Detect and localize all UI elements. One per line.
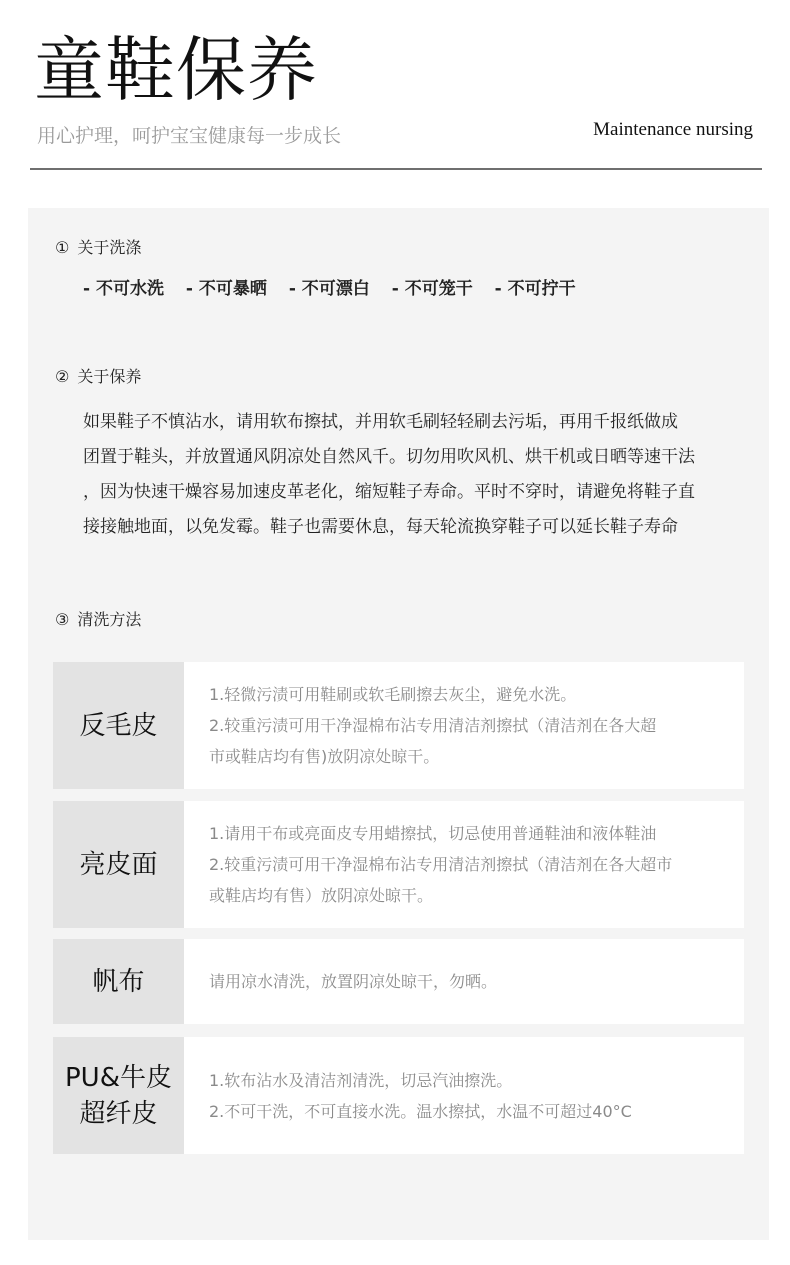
wash-rule: - 不可水洗 bbox=[83, 279, 164, 299]
material-label bbox=[53, 1037, 184, 1154]
section-title: 关于洗涤 bbox=[77, 238, 142, 257]
section-care-heading bbox=[55, 366, 141, 388]
section-wash-heading bbox=[55, 237, 141, 259]
method-card-patent-leather bbox=[53, 801, 744, 928]
section-title: 关于保养 bbox=[77, 367, 142, 386]
wash-rule: - 不可漂白 bbox=[288, 279, 370, 299]
section-title: 清洗方法 bbox=[77, 610, 142, 629]
page-subtitle: 用心护理，呵护宝宝健康每一步成长 bbox=[37, 125, 342, 147]
material-label: 帆布 bbox=[53, 939, 184, 1024]
material-label-line: 超纤皮 bbox=[79, 1098, 158, 1129]
wash-rules bbox=[83, 277, 592, 301]
wash-rule: - 不可笼干 bbox=[391, 279, 473, 299]
wash-rule: - 不可拧干 bbox=[494, 279, 576, 299]
method-line: 或鞋店均有售）放阴凉处晾干。 bbox=[209, 886, 434, 905]
method-line: 1.轻微污渍可用鞋刷或软毛刷擦去灰尘，避免水洗。 bbox=[209, 685, 577, 704]
section-number: ③ bbox=[55, 610, 70, 629]
section-number: ② bbox=[55, 367, 70, 386]
page-subtitle-en: Maintenance nursing bbox=[593, 119, 753, 140]
method-line: 2.较重污渍可用干净湿棉布沾专用清洁剂擦拭（清洁剂在各大超市 bbox=[209, 855, 673, 874]
material-label: 亮皮面 bbox=[53, 801, 184, 928]
method-line: 市或鞋店均有售)放阴凉处晾干。 bbox=[209, 747, 440, 766]
care-paragraph bbox=[83, 405, 743, 545]
header-divider bbox=[30, 168, 762, 170]
method-line: 2.不可干洗，不可直接水洗。温水擦拭，水温不可超过40°C bbox=[209, 1101, 632, 1121]
wash-rule: - 不可暴晒 bbox=[185, 279, 267, 299]
method-text bbox=[184, 1037, 744, 1154]
care-line: 如果鞋子不慎沾水，请用软布擦拭，并用软毛刷轻轻刷去污垢，再用千报纸做成 bbox=[83, 412, 678, 432]
method-card-canvas bbox=[53, 939, 744, 1024]
care-line: 接接触地面，以免发霉。鞋子也需要休息，每天轮流换穿鞋子可以延长鞋子寿命 bbox=[83, 517, 678, 537]
method-card-pu-leather bbox=[53, 1037, 744, 1154]
method-card-suede bbox=[53, 662, 744, 789]
method-text bbox=[184, 939, 744, 1024]
method-line: 2.较重污渍可用干净湿棉布沾专用清洁剂擦拭（清洁剂在各大超 bbox=[209, 716, 657, 735]
section-method-heading bbox=[55, 609, 141, 631]
method-line: 请用凉水清洗，放置阴凉处晾干，勿晒。 bbox=[209, 972, 498, 991]
care-line: 团置于鞋头，并放置通风阴凉处自然风千。切勿用吹风机、烘干机或日晒等速干法 bbox=[83, 447, 695, 467]
material-label-line: PU&牛皮 bbox=[65, 1062, 172, 1093]
method-line: 1.软布沾水及清洁剂清洗，切忌汽油擦洗。 bbox=[209, 1070, 513, 1090]
page-title: 童鞋保养 bbox=[34, 29, 318, 111]
care-line: ，因为快速干燥容易加速皮革老化，缩短鞋子寿命。平时不穿时，请避免将鞋子直 bbox=[83, 482, 695, 502]
material-label: 反毛皮 bbox=[53, 662, 184, 789]
method-line: 1.请用干布或亮面皮专用蜡擦拭，切忌使用普通鞋油和液体鞋油 bbox=[209, 824, 657, 843]
section-number: ① bbox=[55, 238, 70, 257]
method-text bbox=[184, 662, 744, 789]
method-text bbox=[184, 801, 744, 928]
